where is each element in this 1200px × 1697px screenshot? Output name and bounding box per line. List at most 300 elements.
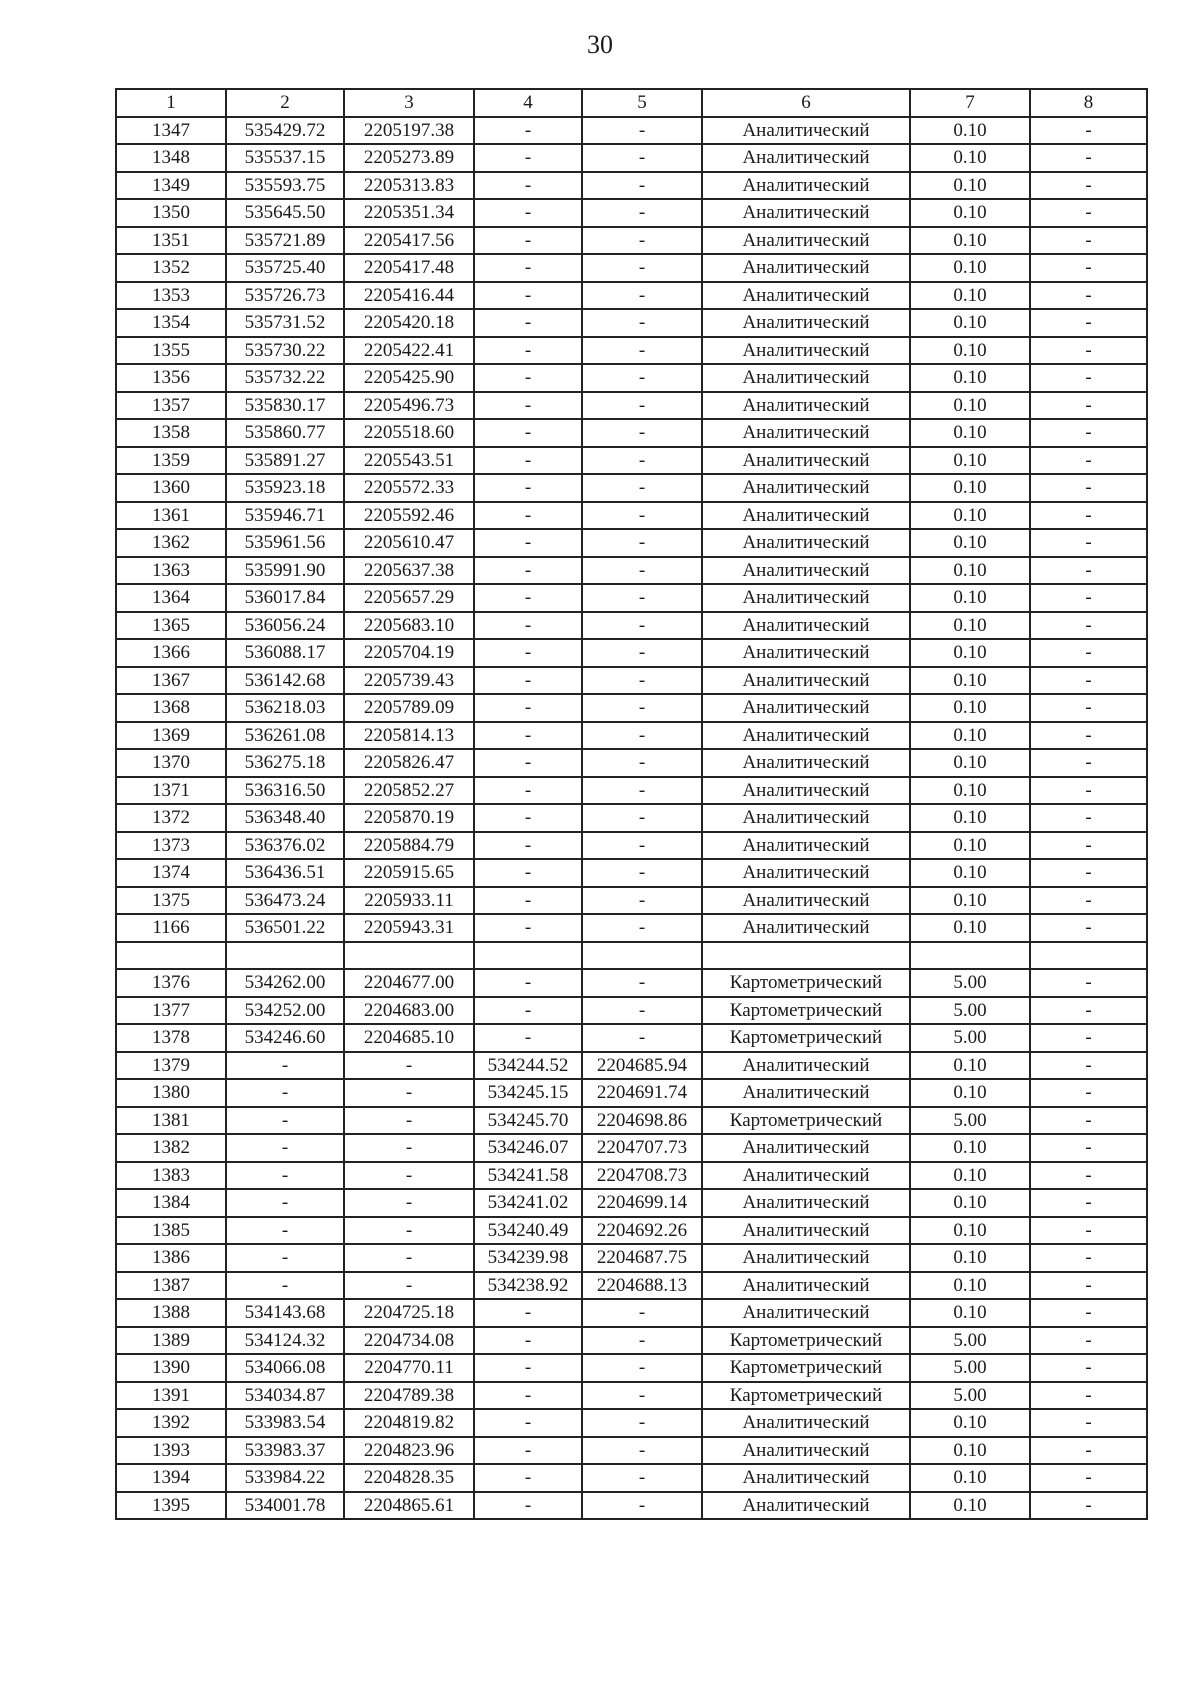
cell-accuracy: 0.10 (910, 1244, 1030, 1272)
table-row (116, 942, 1147, 970)
cell-x-coordinate-alt: 534245.70 (474, 1107, 582, 1135)
table-row (116, 1382, 1147, 1410)
cell-accuracy: 5.00 (910, 997, 1030, 1025)
cell-point-number: 1392 (116, 1409, 226, 1437)
cell-method: Аналитический (702, 694, 910, 722)
cell-y-coordinate: 2205814.13 (344, 722, 474, 750)
cell-x-coordinate: 536376.02 (226, 832, 344, 860)
cell-note: - (1030, 1354, 1147, 1382)
cell-x-coordinate-alt: 534244.52 (474, 1052, 582, 1080)
cell-point-number: 1376 (116, 969, 226, 997)
cell-x-coordinate-alt: - (474, 309, 582, 337)
cell-x-coordinate-alt: - (474, 777, 582, 805)
cell-x-coordinate-alt: - (474, 364, 582, 392)
cell-y-coordinate-alt: - (582, 364, 702, 392)
cell-y-coordinate-alt: - (582, 639, 702, 667)
cell-method: Аналитический (702, 639, 910, 667)
cell-note: - (1030, 474, 1147, 502)
cell-y-coordinate-alt: - (582, 419, 702, 447)
cell-y-coordinate-alt: - (582, 447, 702, 475)
cell-x-coordinate: - (226, 1189, 344, 1217)
cell-x-coordinate: 536473.24 (226, 887, 344, 915)
cell-accuracy: 0.10 (910, 914, 1030, 942)
cell-accuracy: 0.10 (910, 144, 1030, 172)
cell-accuracy: 0.10 (910, 117, 1030, 145)
column-header-8: 8 (1030, 89, 1147, 117)
cell-point-number: 1349 (116, 172, 226, 200)
cell-y-coordinate: 2205313.83 (344, 172, 474, 200)
cell-method: Аналитический (702, 1217, 910, 1245)
cell-accuracy: 0.10 (910, 1272, 1030, 1300)
cell-note: - (1030, 832, 1147, 860)
cell-y-coordinate: - (344, 1162, 474, 1190)
cell-y-coordinate-alt: - (582, 1024, 702, 1052)
cell-note: - (1030, 1299, 1147, 1327)
cell-y-coordinate: 2204677.00 (344, 969, 474, 997)
cell-method: Аналитический (702, 309, 910, 337)
cell-x-coordinate: 534124.32 (226, 1327, 344, 1355)
cell-x-coordinate: 534246.60 (226, 1024, 344, 1052)
cell-y-coordinate-alt: - (582, 502, 702, 530)
cell-accuracy: 0.10 (910, 309, 1030, 337)
cell-note: - (1030, 1217, 1147, 1245)
cell-x-coordinate: 535645.50 (226, 199, 344, 227)
cell-note: - (1030, 309, 1147, 337)
cell-y-coordinate-alt: 2204687.75 (582, 1244, 702, 1272)
cell-method: Аналитический (702, 584, 910, 612)
cell-x-coordinate-alt: - (474, 144, 582, 172)
cell-accuracy: 0.10 (910, 502, 1030, 530)
cell-method: Аналитический (702, 502, 910, 530)
cell-y-coordinate-alt: - (582, 667, 702, 695)
cell-method: Аналитический (702, 612, 910, 640)
cell-x-coordinate-alt: - (474, 612, 582, 640)
table-row (116, 1272, 1147, 1300)
cell-note: - (1030, 639, 1147, 667)
cell-x-coordinate-alt: - (474, 529, 582, 557)
cell-method: Аналитический (702, 722, 910, 750)
cell-method: Аналитический (702, 529, 910, 557)
cell-method: Аналитический (702, 1052, 910, 1080)
cell-point-number: 1368 (116, 694, 226, 722)
cell-y-coordinate: - (344, 1052, 474, 1080)
table-row (116, 832, 1147, 860)
cell-y-coordinate-alt: - (582, 1299, 702, 1327)
cell-y-coordinate-alt: - (582, 144, 702, 172)
cell-y-coordinate-alt: - (582, 557, 702, 585)
cell-note: - (1030, 749, 1147, 777)
cell-point-number: 1354 (116, 309, 226, 337)
cell-accuracy: 5.00 (910, 1327, 1030, 1355)
cell-y-coordinate-alt: - (582, 474, 702, 502)
cell-x-coordinate: 535923.18 (226, 474, 344, 502)
cell-note: - (1030, 337, 1147, 365)
cell-method: Аналитический (702, 1162, 910, 1190)
cell-method: Картометрический (702, 1107, 910, 1135)
cell-x-coordinate: - (226, 1107, 344, 1135)
table-row (116, 1024, 1147, 1052)
cell-x-coordinate: 535725.40 (226, 254, 344, 282)
cell-x-coordinate: - (226, 1162, 344, 1190)
cell-method: Аналитический (702, 392, 910, 420)
cell-y-coordinate: 2205870.19 (344, 804, 474, 832)
cell-y-coordinate: 2205852.27 (344, 777, 474, 805)
cell-y-coordinate-alt: - (582, 1327, 702, 1355)
cell-accuracy: 0.10 (910, 777, 1030, 805)
cell-x-coordinate: 535721.89 (226, 227, 344, 255)
cell-y-coordinate: 2205884.79 (344, 832, 474, 860)
cell-accuracy: 0.10 (910, 1217, 1030, 1245)
cell-x-coordinate-alt: 534240.49 (474, 1217, 582, 1245)
table-row (116, 117, 1147, 145)
cell-point-number: 1377 (116, 997, 226, 1025)
cell-point-number: 1372 (116, 804, 226, 832)
cell-x-coordinate: 534143.68 (226, 1299, 344, 1327)
cell-accuracy: 0.10 (910, 254, 1030, 282)
cell-method: Аналитический (702, 887, 910, 915)
cell-y-coordinate: 2205273.89 (344, 144, 474, 172)
cell-y-coordinate: 2205518.60 (344, 419, 474, 447)
cell-y-coordinate: 2204789.38 (344, 1382, 474, 1410)
cell-note (1030, 942, 1147, 970)
table-row (116, 1327, 1147, 1355)
table-row (116, 1162, 1147, 1190)
cell-x-coordinate-alt: - (474, 392, 582, 420)
cell-x-coordinate-alt: - (474, 887, 582, 915)
cell-note: - (1030, 419, 1147, 447)
cell-y-coordinate: 2204770.11 (344, 1354, 474, 1382)
cell-y-coordinate (344, 942, 474, 970)
cell-y-coordinate-alt: - (582, 309, 702, 337)
cell-point-number: 1374 (116, 859, 226, 887)
cell-x-coordinate: 536088.17 (226, 639, 344, 667)
cell-accuracy: 0.10 (910, 1299, 1030, 1327)
table-header-row (116, 89, 1147, 117)
table-row (116, 1299, 1147, 1327)
cell-note: - (1030, 584, 1147, 612)
cell-y-coordinate-alt: - (582, 969, 702, 997)
cell-x-coordinate: 535730.22 (226, 337, 344, 365)
cell-accuracy: 0.10 (910, 694, 1030, 722)
cell-point-number: 1385 (116, 1217, 226, 1245)
cell-y-coordinate: - (344, 1107, 474, 1135)
cell-x-coordinate: - (226, 1244, 344, 1272)
cell-point-number: 1350 (116, 199, 226, 227)
cell-y-coordinate: 2204683.00 (344, 997, 474, 1025)
cell-x-coordinate-alt: - (474, 282, 582, 310)
cell-accuracy: 5.00 (910, 1107, 1030, 1135)
cell-y-coordinate-alt: 2204688.13 (582, 1272, 702, 1300)
cell-note: - (1030, 1464, 1147, 1492)
cell-y-coordinate-alt: - (582, 227, 702, 255)
cell-note: - (1030, 1107, 1147, 1135)
cell-accuracy: 0.10 (910, 804, 1030, 832)
cell-method: Аналитический (702, 1244, 910, 1272)
cell-method: Картометрический (702, 1382, 910, 1410)
cell-point-number: 1388 (116, 1299, 226, 1327)
cell-method: Аналитический (702, 1299, 910, 1327)
cell-point-number: 1357 (116, 392, 226, 420)
cell-method: Аналитический (702, 1464, 910, 1492)
cell-y-coordinate: 2205943.31 (344, 914, 474, 942)
cell-note: - (1030, 887, 1147, 915)
cell-method: Аналитический (702, 474, 910, 502)
table-row (116, 1189, 1147, 1217)
cell-y-coordinate-alt (582, 942, 702, 970)
cell-note: - (1030, 117, 1147, 145)
table-row (116, 392, 1147, 420)
column-header-1: 1 (116, 89, 226, 117)
cell-method: Аналитический (702, 777, 910, 805)
cell-y-coordinate-alt: - (582, 997, 702, 1025)
cell-x-coordinate-alt: - (474, 694, 582, 722)
cell-x-coordinate: 536017.84 (226, 584, 344, 612)
cell-note: - (1030, 557, 1147, 585)
cell-x-coordinate-alt: - (474, 1327, 582, 1355)
cell-point-number: 1393 (116, 1437, 226, 1465)
cell-point-number: 1353 (116, 282, 226, 310)
cell-accuracy: 0.10 (910, 722, 1030, 750)
cell-y-coordinate: 2205915.65 (344, 859, 474, 887)
cell-y-coordinate: 2205933.11 (344, 887, 474, 915)
cell-note: - (1030, 859, 1147, 887)
column-header-5: 5 (582, 89, 702, 117)
cell-y-coordinate-alt: - (582, 1354, 702, 1382)
cell-accuracy: 0.10 (910, 447, 1030, 475)
cell-x-coordinate-alt: - (474, 557, 582, 585)
cell-y-coordinate: - (344, 1217, 474, 1245)
cell-method: Аналитический (702, 667, 910, 695)
cell-y-coordinate: 2205417.48 (344, 254, 474, 282)
table-row (116, 1354, 1147, 1382)
cell-y-coordinate-alt: - (582, 584, 702, 612)
table-row (116, 447, 1147, 475)
cell-x-coordinate: 535946.71 (226, 502, 344, 530)
cell-point-number: 1389 (116, 1327, 226, 1355)
table-row (116, 337, 1147, 365)
cell-point-number: 1378 (116, 1024, 226, 1052)
cell-y-coordinate: - (344, 1272, 474, 1300)
cell-accuracy: 0.10 (910, 227, 1030, 255)
cell-x-coordinate-alt: - (474, 1382, 582, 1410)
cell-x-coordinate-alt: - (474, 639, 582, 667)
cell-x-coordinate-alt: 534241.58 (474, 1162, 582, 1190)
cell-x-coordinate: 536436.51 (226, 859, 344, 887)
cell-note: - (1030, 1492, 1147, 1520)
cell-y-coordinate: 2205425.90 (344, 364, 474, 392)
cell-method: Аналитический (702, 832, 910, 860)
table-row (116, 254, 1147, 282)
table-row (116, 612, 1147, 640)
cell-y-coordinate-alt: - (582, 1437, 702, 1465)
cell-x-coordinate-alt: - (474, 804, 582, 832)
table-row (116, 969, 1147, 997)
cell-point-number: 1362 (116, 529, 226, 557)
cell-point-number: 1394 (116, 1464, 226, 1492)
cell-y-coordinate-alt: - (582, 887, 702, 915)
cell-accuracy: 0.10 (910, 832, 1030, 860)
cell-method: Аналитический (702, 364, 910, 392)
column-header-4: 4 (474, 89, 582, 117)
cell-x-coordinate: 536275.18 (226, 749, 344, 777)
cell-x-coordinate: 535891.27 (226, 447, 344, 475)
table-row (116, 914, 1147, 942)
cell-note: - (1030, 997, 1147, 1025)
cell-method: Аналитический (702, 199, 910, 227)
cell-x-coordinate-alt: - (474, 1354, 582, 1382)
cell-x-coordinate-alt: - (474, 749, 582, 777)
cell-x-coordinate-alt: - (474, 199, 582, 227)
cell-note: - (1030, 1382, 1147, 1410)
cell-y-coordinate-alt: - (582, 694, 702, 722)
cell-accuracy: 0.10 (910, 612, 1030, 640)
cell-x-coordinate-alt: - (474, 474, 582, 502)
cell-x-coordinate (226, 942, 344, 970)
cell-note: - (1030, 969, 1147, 997)
cell-method: Аналитический (702, 144, 910, 172)
cell-point-number: 1384 (116, 1189, 226, 1217)
cell-point-number: 1383 (116, 1162, 226, 1190)
cell-x-coordinate-alt: - (474, 722, 582, 750)
cell-accuracy: 0.10 (910, 1079, 1030, 1107)
cell-x-coordinate-alt: - (474, 1464, 582, 1492)
table-row (116, 1079, 1147, 1107)
cell-y-coordinate: 2205417.56 (344, 227, 474, 255)
cell-accuracy: 0.10 (910, 392, 1030, 420)
cell-x-coordinate: 535860.77 (226, 419, 344, 447)
cell-accuracy: 5.00 (910, 1354, 1030, 1382)
table-row (116, 997, 1147, 1025)
cell-y-coordinate: 2204823.96 (344, 1437, 474, 1465)
cell-x-coordinate-alt: - (474, 997, 582, 1025)
cell-y-coordinate-alt: - (582, 529, 702, 557)
cell-note: - (1030, 254, 1147, 282)
cell-y-coordinate: 2204685.10 (344, 1024, 474, 1052)
cell-point-number: 1371 (116, 777, 226, 805)
cell-accuracy: 0.10 (910, 172, 1030, 200)
cell-x-coordinate: 534262.00 (226, 969, 344, 997)
cell-x-coordinate: 533983.37 (226, 1437, 344, 1465)
cell-x-coordinate: 536142.68 (226, 667, 344, 695)
cell-y-coordinate-alt: - (582, 804, 702, 832)
cell-y-coordinate: 2205683.10 (344, 612, 474, 640)
cell-method: Картометрический (702, 1354, 910, 1382)
cell-accuracy: 0.10 (910, 282, 1030, 310)
cell-note: - (1030, 227, 1147, 255)
cell-point-number: 1387 (116, 1272, 226, 1300)
table-row (116, 1217, 1147, 1245)
column-header-6: 6 (702, 89, 910, 117)
cell-y-coordinate-alt: 2204691.74 (582, 1079, 702, 1107)
cell-y-coordinate: 2205704.19 (344, 639, 474, 667)
cell-x-coordinate: 535731.52 (226, 309, 344, 337)
cell-x-coordinate: - (226, 1134, 344, 1162)
cell-note: - (1030, 144, 1147, 172)
cell-accuracy: 0.10 (910, 1409, 1030, 1437)
cell-note: - (1030, 1079, 1147, 1107)
cell-point-number: 1355 (116, 337, 226, 365)
cell-note: - (1030, 1327, 1147, 1355)
table-row (116, 887, 1147, 915)
cell-x-coordinate: 535726.73 (226, 282, 344, 310)
table-row (116, 364, 1147, 392)
cell-accuracy: 0.10 (910, 584, 1030, 612)
cell-note: - (1030, 612, 1147, 640)
cell-x-coordinate-alt: 534238.92 (474, 1272, 582, 1300)
cell-x-coordinate: 535429.72 (226, 117, 344, 145)
cell-accuracy: 0.10 (910, 474, 1030, 502)
cell-y-coordinate: 2205351.34 (344, 199, 474, 227)
cell-y-coordinate: 2205657.29 (344, 584, 474, 612)
table-row (116, 639, 1147, 667)
cell-y-coordinate-alt: - (582, 117, 702, 145)
cell-method: Аналитический (702, 859, 910, 887)
table-row (116, 144, 1147, 172)
cell-y-coordinate: 2205543.51 (344, 447, 474, 475)
cell-point-number: 1370 (116, 749, 226, 777)
cell-x-coordinate: 536316.50 (226, 777, 344, 805)
cell-accuracy: 0.10 (910, 199, 1030, 227)
cell-point-number: 1381 (116, 1107, 226, 1135)
cell-method: Аналитический (702, 447, 910, 475)
table-row (116, 804, 1147, 832)
cell-y-coordinate-alt: - (582, 282, 702, 310)
table-row (116, 419, 1147, 447)
cell-y-coordinate: 2205496.73 (344, 392, 474, 420)
table-row (116, 199, 1147, 227)
cell-y-coordinate: 2205610.47 (344, 529, 474, 557)
cell-method: Картометрический (702, 1327, 910, 1355)
table-body (116, 117, 1147, 1520)
table-row (116, 859, 1147, 887)
cell-method: Аналитический (702, 914, 910, 942)
cell-x-coordinate: 533984.22 (226, 1464, 344, 1492)
table-row (116, 309, 1147, 337)
cell-note: - (1030, 1162, 1147, 1190)
cell-x-coordinate: 534034.87 (226, 1382, 344, 1410)
cell-point-number: 1364 (116, 584, 226, 612)
cell-y-coordinate-alt: 2204699.14 (582, 1189, 702, 1217)
cell-point-number: 1365 (116, 612, 226, 640)
cell-note: - (1030, 1272, 1147, 1300)
cell-x-coordinate: 535961.56 (226, 529, 344, 557)
cell-y-coordinate: 2205637.38 (344, 557, 474, 585)
cell-accuracy: 0.10 (910, 419, 1030, 447)
cell-y-coordinate: 2205739.43 (344, 667, 474, 695)
cell-method: Аналитический (702, 419, 910, 447)
cell-y-coordinate-alt: 2204692.26 (582, 1217, 702, 1245)
cell-note: - (1030, 1052, 1147, 1080)
cell-x-coordinate-alt: - (474, 667, 582, 695)
cell-x-coordinate: - (226, 1272, 344, 1300)
cell-method: Аналитический (702, 1079, 910, 1107)
table-row (116, 722, 1147, 750)
table-row (116, 529, 1147, 557)
cell-method: Аналитический (702, 1492, 910, 1520)
cell-y-coordinate: - (344, 1244, 474, 1272)
cell-y-coordinate: 2205826.47 (344, 749, 474, 777)
cell-y-coordinate-alt: - (582, 199, 702, 227)
cell-method: Аналитический (702, 1189, 910, 1217)
table-row (116, 474, 1147, 502)
cell-x-coordinate: 536348.40 (226, 804, 344, 832)
cell-note: - (1030, 364, 1147, 392)
cell-accuracy: 0.10 (910, 557, 1030, 585)
cell-y-coordinate-alt: - (582, 1464, 702, 1492)
cell-accuracy: 0.10 (910, 337, 1030, 365)
cell-y-coordinate-alt: - (582, 1382, 702, 1410)
cell-y-coordinate-alt: 2204685.94 (582, 1052, 702, 1080)
